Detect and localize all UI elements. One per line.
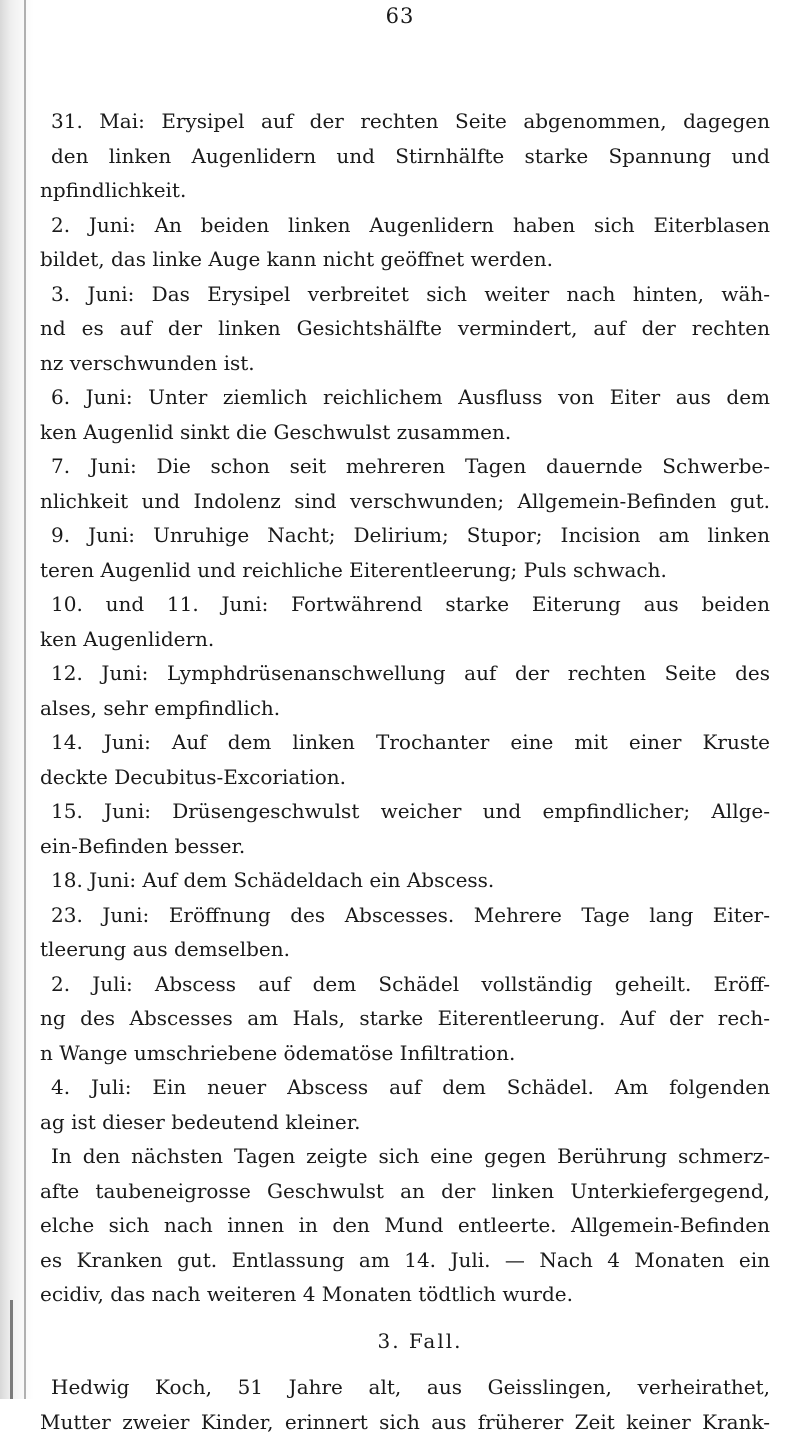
text-line: 18. Juni: Auf dem Schädeldach ein Abscess. [40,863,770,898]
text-line: 6. Juni: Unter ziemlich reichlichem Ausfluss von Eiter aus dem [40,380,770,415]
binding-shadow [0,0,34,1399]
text-line: deckte Decubitus-Excoriation. [40,760,770,795]
text-line: ken Augenlidern. [40,622,770,657]
text-line: 3. Juni: Das Erysipel verbreitet sich weiter nach hinten, wäh- [40,277,770,312]
text-line: ecidiv, das nach weiteren 4 Monaten tödtlich wurde. [40,1277,770,1312]
text-line: 10. und 11. Juni: Fortwährend starke Eiterung aus beiden [40,587,770,622]
text-line: 7. Juni: Die schon seit mehreren Tagen dauernde Schwerbe- [40,449,770,484]
text-line: npfindlichkeit. [40,173,770,208]
text-line: 31. Mai: Erysipel auf der rechten Seite abgenommen, dagegen [40,104,770,139]
text-line: 9. Juni: Unruhige Nacht; Delirium; Stupor; Incision am linken [40,518,770,553]
case-log-lines [40,104,770,1312]
text-line: Mutter zweier Kinder, erinnert sich aus früherer Zeit keiner Krank- [40,1405,770,1439]
text-line: 23. Juni: Eröffnung des Abscesses. Mehrere Tage lang Eiter- [40,898,770,933]
text-line: den linken Augenlidern und Stirnhälfte starke Spannung und [40,139,770,174]
text-line: teren Augenlid und reichliche Eiterentleerung; Puls schwach. [40,553,770,588]
text-line: 2. Juli: Abscess auf dem Schädel vollständig geheilt. Eröff- [40,967,770,1002]
binding-edge-mark [10,1300,13,1399]
text-line: ag ist dieser bedeutend kleiner. [40,1105,770,1140]
text-line: 12. Juni: Lymphdrüsenanschwellung auf der rechten Seite des [40,656,770,691]
text-line: afte taubeneigrosse Geschwulst an der linken Unterkiefergegend, [40,1174,770,1209]
text-line: bildet, das linke Auge kann nicht geöffnet werden. [40,242,770,277]
text-line: ng des Abscesses am Hals, starke Eiterentleerung. Auf der rech- [40,1001,770,1036]
text-line: 2. Juni: An beiden linken Augenlidern haben sich Eiterblasen [40,208,770,243]
text-line: nz verschwunden ist. [40,346,770,381]
text-line: n Wange umschriebene ödematöse Infiltration. [40,1036,770,1071]
text-line: 15. Juni: Drüsengeschwulst weicher und empfindlicher; Allge- [40,794,770,829]
text-line: alses, sehr empfindlich. [40,691,770,726]
text-line: ein-Befinden besser. [40,829,770,864]
binding-edge-line [24,0,26,1399]
text-line: es Kranken gut. Entlassung am 14. Juli. — Nach 4 Monaten ein [40,1243,770,1278]
case-intro-lines [40,1370,770,1439]
text-line: Hedwig Koch, 51 Jahre alt, aus Geisslingen, verheirathet, [40,1370,770,1405]
page-number: 63 [0,4,800,28]
text-line: nlichkeit und Indolenz sind verschwunden; Allgemein-Befinden gut. [40,484,770,519]
body-text [40,104,770,1439]
text-line: 14. Juni: Auf dem linken Trochanter eine mit einer Kruste [40,725,770,760]
section-heading: 3. Fall. [40,1324,770,1359]
text-line: ken Augenlid sinkt die Geschwulst zusammen. [40,415,770,450]
text-line: nd es auf der linken Gesichtshälfte vermindert, auf der rechten [40,311,770,346]
text-line: tleerung aus demselben. [40,932,770,967]
text-line: In den nächsten Tagen zeigte sich eine gegen Berührung schmerz- [40,1139,770,1174]
text-line: elche sich nach innen in den Mund entleerte. Allgemein-Befinden [40,1208,770,1243]
text-line: 4. Juli: Ein neuer Abscess auf dem Schädel. Am folgenden [40,1070,770,1105]
